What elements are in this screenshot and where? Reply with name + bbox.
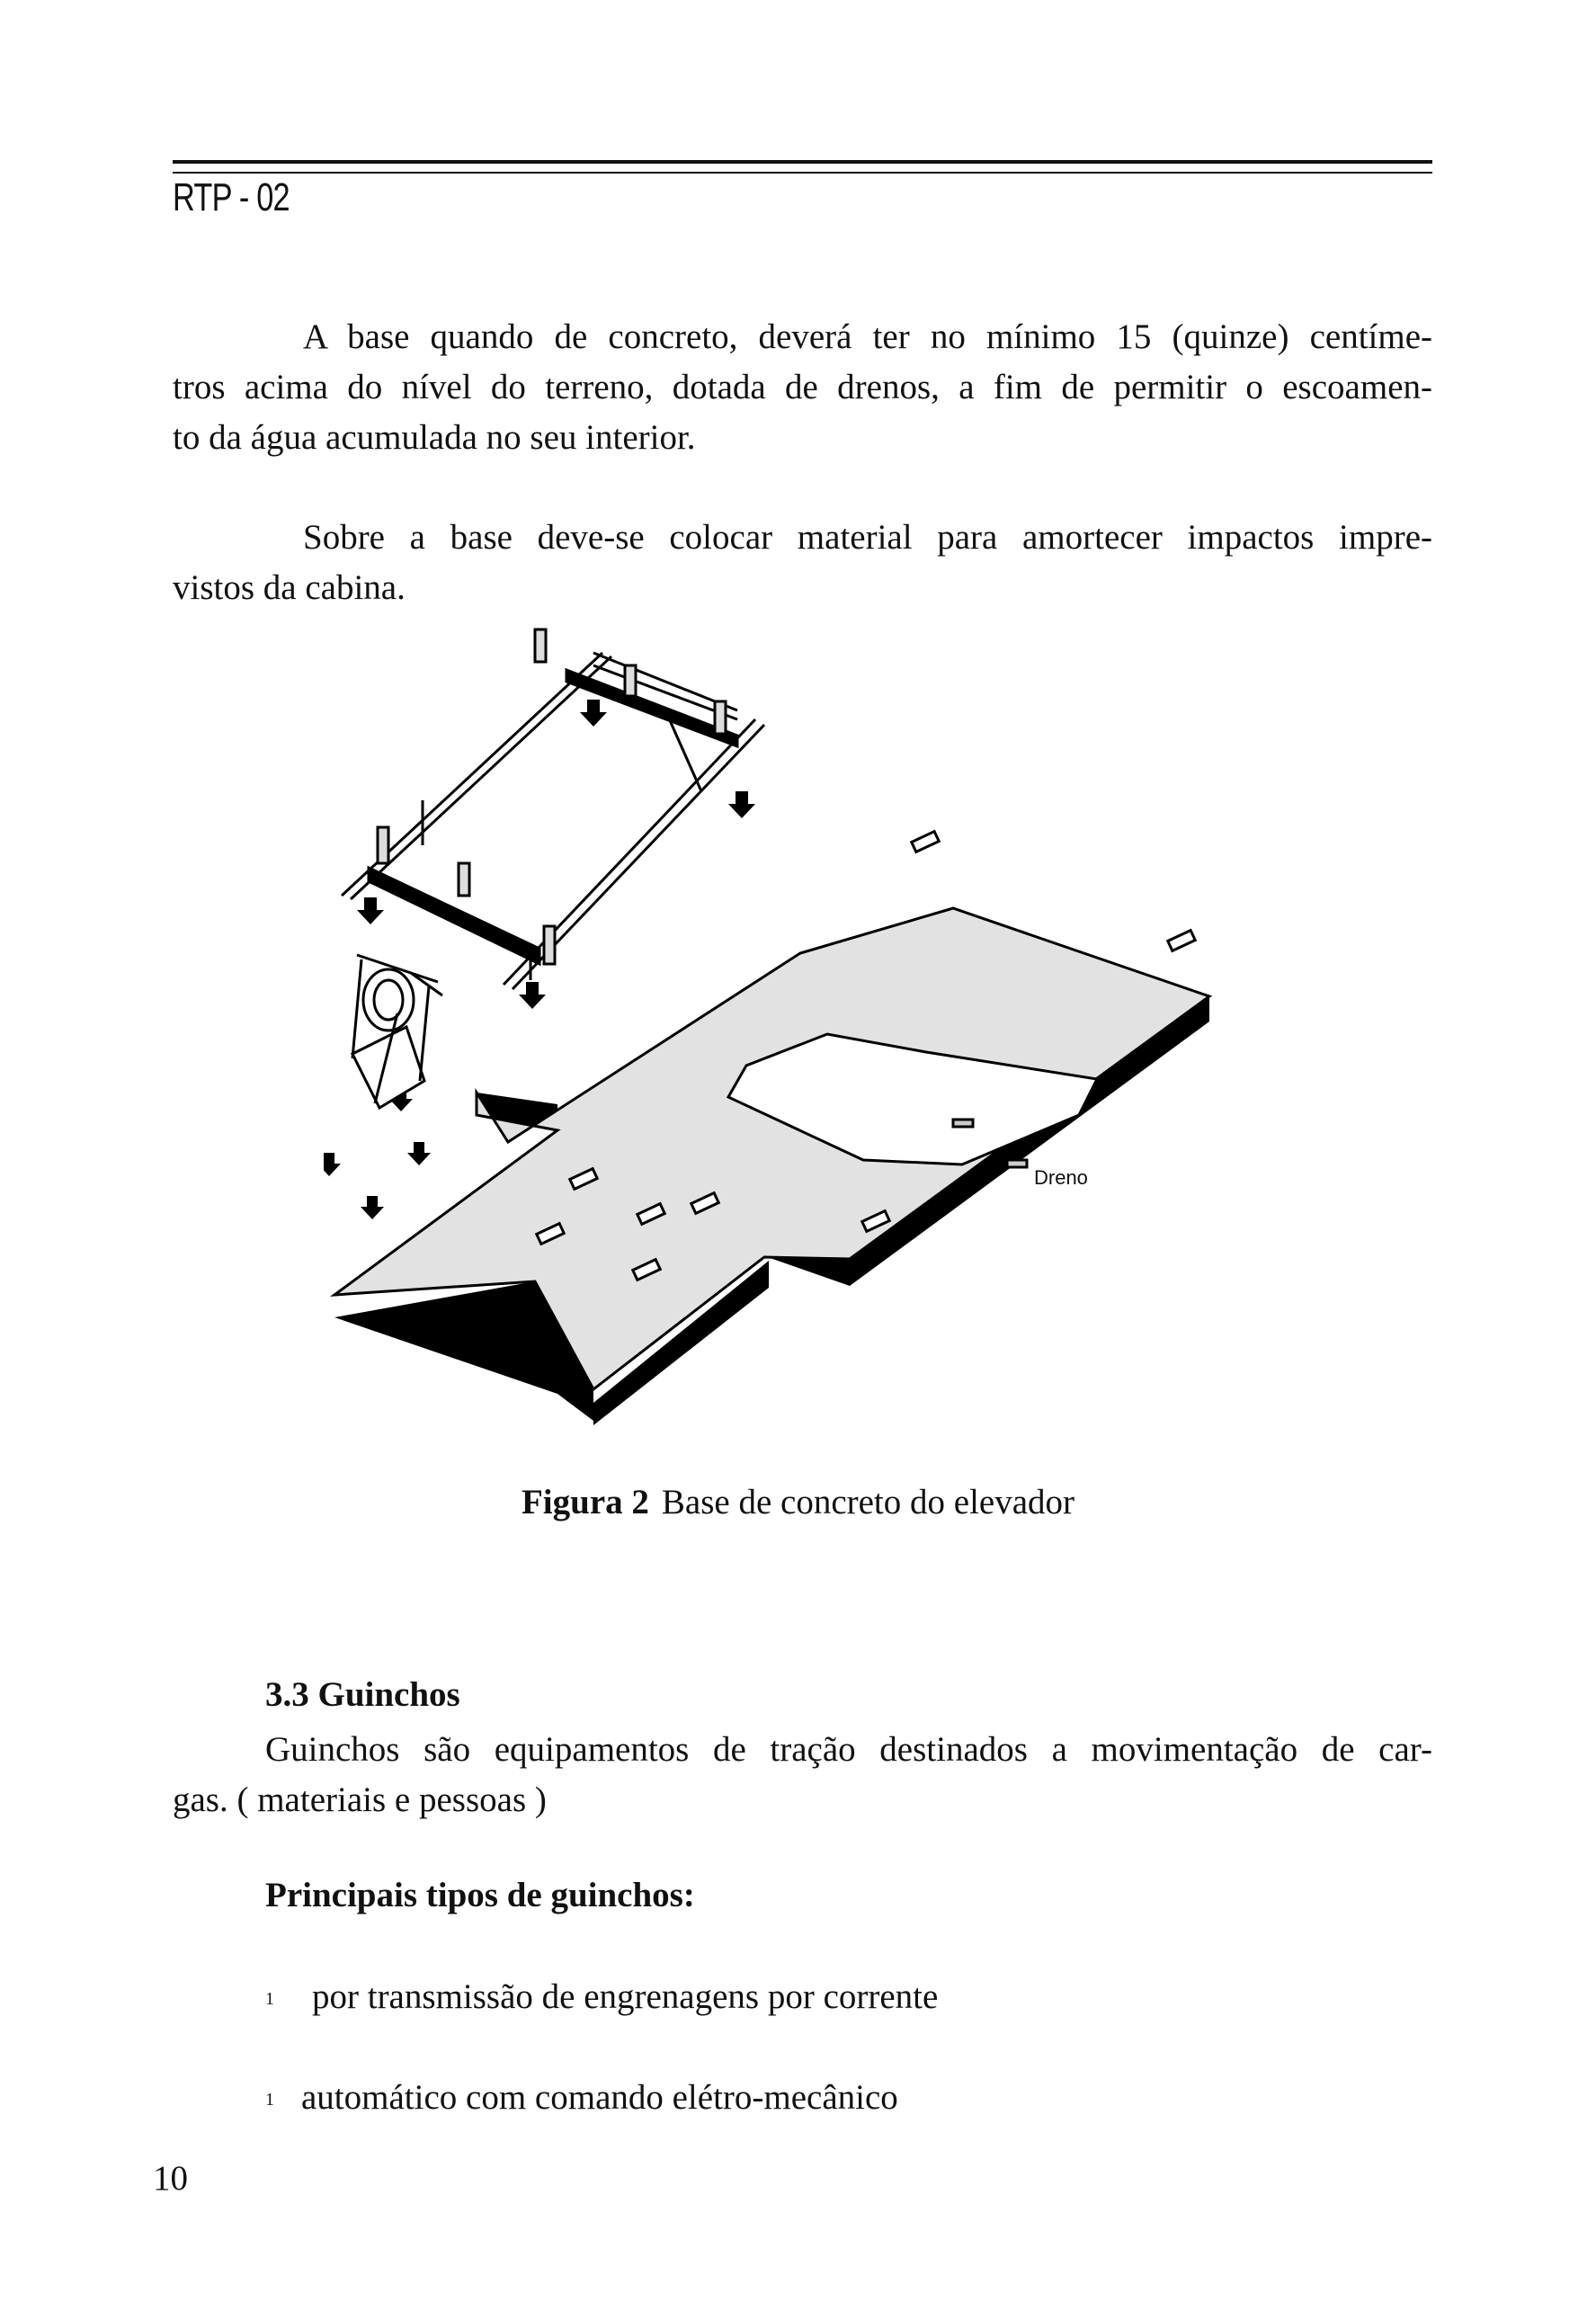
subheading-types: Principais tipos de guinchos: [265,1876,695,1914]
bullet-marker: 1 [265,1989,274,2009]
paragraph-line: Sobre a base deve-se colocar material para amortecer impactos impre- [303,518,1432,557]
list-item [265,1976,938,2017]
bullet-marker: 1 [265,2090,274,2110]
paragraph-concrete-base [173,312,1432,463]
elevator-base-illustration [324,611,1286,1457]
paragraph-line: vistos da cabina. [173,568,406,607]
header-rule-thick [173,160,1432,164]
list-item [265,2077,898,2118]
dreno-label: Dreno [1034,1166,1088,1189]
list-item-text: por transmissão de engrenagens por corrente [312,1977,939,2016]
paragraph-cushion-material [173,513,1432,613]
figure-number: Figura 2 [521,1483,649,1521]
paragraph-line: gas. ( materiais e pessoas ) [173,1780,547,1819]
paragraph-line: tros acima do nível do terreno, dotada de drenos, a fim de permitir o escoamen- [173,368,1432,406]
header-rule-thin [173,172,1432,174]
paragraph-line: to da água acumulada no seu interior. [173,418,696,457]
figure-caption [0,1482,1596,1522]
page-number: 10 [153,2159,188,2198]
paragraph-line: A base quando de concreto, deverá ter no mínimo 15 (quinze) centíme- [303,317,1432,356]
paragraph-line: Guinchos são equipamentos de tração destinados a movimentação de car- [265,1730,1432,1769]
running-header: RTP - 02 [173,175,290,219]
paragraph-guinchos [173,1725,1432,1825]
figure-caption-text: Base de concreto do elevador [661,1483,1075,1521]
section-title: 3.3 Guinchos [265,1675,460,1714]
list-item-text: automático com comando elétro-mecânico [301,2078,898,2117]
